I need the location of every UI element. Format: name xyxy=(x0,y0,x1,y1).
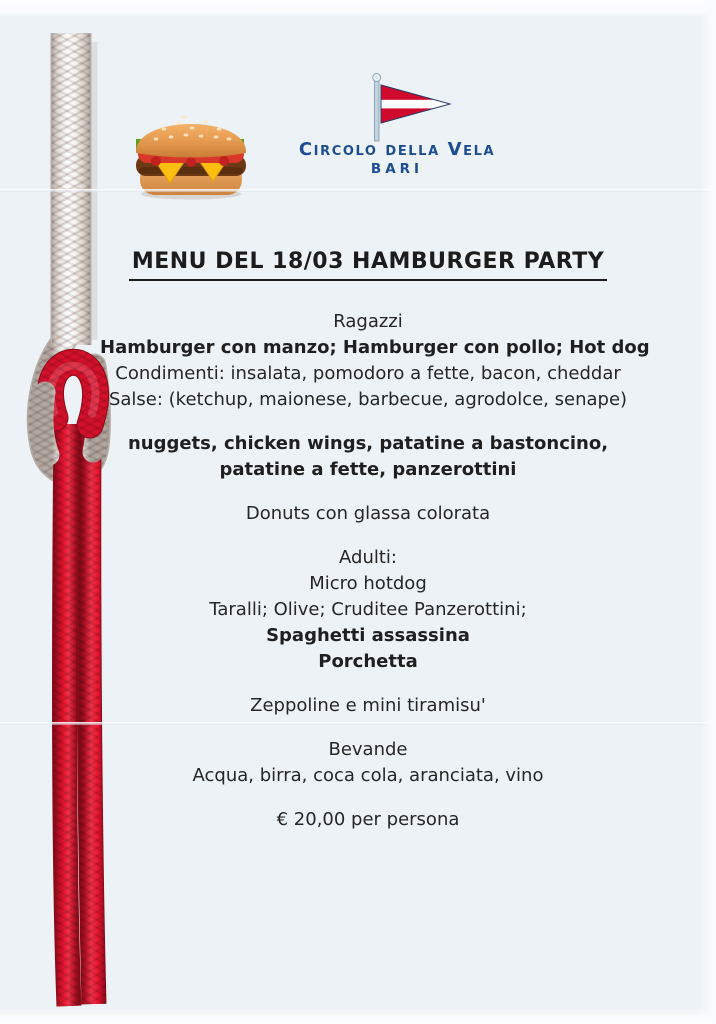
scan-edge-top xyxy=(0,0,716,17)
menu-line: Ragazzi xyxy=(333,311,403,332)
menu-section-prezzo xyxy=(100,807,636,833)
scan-edge-bottom xyxy=(0,1008,716,1024)
scan-artifact-line xyxy=(0,189,716,192)
club-pennant-icon xyxy=(360,70,470,150)
club-wordmark xyxy=(266,140,528,177)
hamburger-icon xyxy=(126,101,256,201)
page-title: MENU DEL 18/03 HAMBURGER PARTY xyxy=(129,248,607,281)
menu-line: Zeppoline e mini tiramisu' xyxy=(250,695,486,716)
menu-section-donuts xyxy=(100,501,636,527)
menu-line: nuggets, chicken wings, patatine a bastoncino, xyxy=(127,433,609,454)
menu-line: Micro hotdog xyxy=(309,573,427,594)
menu-line: Salse: (ketchup, maionese, barbecue, agrodolce, senape) xyxy=(108,389,628,410)
club-name: Circolo della Vela xyxy=(298,139,496,160)
menu-line: Porchetta xyxy=(318,651,418,672)
scan-edge-right xyxy=(701,0,716,1024)
menu-line: patatine a fette, panzerottini xyxy=(219,459,517,480)
menu-line: Donuts con glassa colorata xyxy=(245,503,491,524)
menu-list xyxy=(100,309,650,833)
price-line: € 20,00 per persona xyxy=(276,809,460,830)
menu-line: Bevande xyxy=(328,739,408,760)
menu-content xyxy=(100,248,650,833)
menu-section-dessert xyxy=(100,693,636,719)
menu-section-fritti xyxy=(100,431,636,483)
menu-line: Spaghetti assassina xyxy=(266,625,470,646)
menu-section-adulti xyxy=(100,545,636,675)
menu-line: Taralli; Olive; Cruditee Panzerottini; xyxy=(209,599,527,620)
menu-line: Hamburger con manzo; Hamburger con pollo; Hot dog xyxy=(100,337,650,358)
menu-line: Acqua, birra, coca cola, aranciata, vino xyxy=(192,765,544,786)
scan-artifact-line xyxy=(0,722,716,725)
club-city: BARI xyxy=(370,161,424,177)
menu-line: Condimenti: insalata, pomodoro a fette, bacon, cheddar xyxy=(115,363,621,384)
menu-line: Adulti: xyxy=(339,547,397,568)
menu-section-ragazzi xyxy=(100,309,650,413)
menu-section-bevande xyxy=(100,737,636,789)
